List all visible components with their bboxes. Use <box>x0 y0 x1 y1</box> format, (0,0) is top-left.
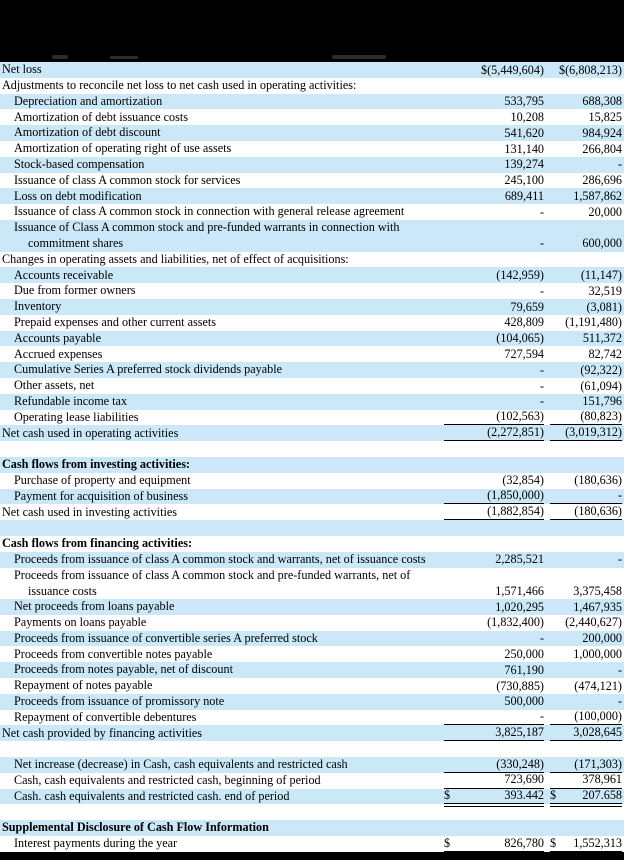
value-col1: (1,850,000) <box>444 488 544 504</box>
row-label-line1: Issuance of Class A common stock and pre-funded warrants in connection with <box>14 220 400 235</box>
table-row <box>0 552 624 568</box>
table-row <box>0 410 624 426</box>
value-col1: 500,000 <box>504 694 544 709</box>
table-row <box>0 773 624 789</box>
value-col1: (142,959) <box>496 267 544 282</box>
table-row <box>0 725 624 741</box>
currency-symbol: $ <box>550 788 557 803</box>
value-col2: - <box>617 662 622 677</box>
table-row <box>0 346 624 362</box>
table-row <box>0 599 624 615</box>
row-label: Net increase (decrease) in Cash, cash equivalents and restricted cash <box>14 757 348 772</box>
table-row <box>0 315 624 331</box>
table-row <box>0 267 624 283</box>
value-col2: 151,796 <box>582 394 622 409</box>
table-row <box>0 425 624 441</box>
value-col1: (32,854) <box>502 473 544 488</box>
row-label: Purchase of property and equipment <box>14 472 191 487</box>
value-col1: 250,000 <box>504 647 544 662</box>
table-row <box>0 299 624 315</box>
value-col2: 32,519 <box>588 283 622 298</box>
row-label: Net proceeds from loans payable <box>14 599 175 614</box>
row-label: Depreciation and amortization <box>14 93 163 108</box>
value-col1: 761,190 <box>504 662 544 677</box>
value-col2: (180,636) <box>550 504 622 520</box>
row-label: Proceeds from notes payable, net of discount <box>14 662 233 677</box>
value-col2: (80,823) <box>550 409 622 425</box>
value-col2: (171,303) <box>550 757 622 773</box>
value-col1: 727,594 <box>504 346 544 361</box>
row-label: Net loss <box>2 62 42 77</box>
row-label: Other assets, net <box>14 378 95 393</box>
value-col2: 3,375,458 <box>573 583 622 598</box>
value-col1: 131,140 <box>504 141 544 156</box>
row-label-line2: issuance costs <box>28 583 97 598</box>
table-row <box>0 78 624 94</box>
table-row <box>0 283 624 299</box>
value-col1: - <box>539 283 544 298</box>
spacer-row <box>0 441 624 457</box>
row-label: Repayment of convertible debentures <box>14 709 197 724</box>
value-col2: 600,000 <box>582 236 622 251</box>
table-row <box>0 473 624 489</box>
row-label: Adjustments to reconcile net loss to net cash used in operating activities: <box>2 78 357 92</box>
table-row <box>0 62 624 78</box>
value-col2: (100,000) <box>550 709 622 725</box>
cash-flow-table <box>0 62 624 852</box>
row-label-line2: commitment shares <box>28 235 124 250</box>
value-col1: 723,690 <box>444 772 544 788</box>
row-label: Due from former owners <box>14 283 136 298</box>
table-row <box>0 757 624 773</box>
currency-symbol: $ <box>550 835 557 850</box>
value-col2: $(6,808,213) <box>559 62 622 77</box>
value-col2: (2,440,627) <box>565 615 622 630</box>
value-col2: 266,804 <box>582 141 622 156</box>
value-col1: 541,620 <box>504 125 544 140</box>
value-col1: 245,100 <box>504 173 544 188</box>
row-label: Cumulative Series A preferred stock dividends payable <box>14 362 283 377</box>
row-label: Repayment of notes payable <box>14 678 153 693</box>
table-row <box>0 220 624 252</box>
row-label <box>0 220 444 251</box>
table-row <box>0 568 624 600</box>
value-col2: (1,191,480) <box>565 315 622 330</box>
table-row <box>0 378 624 394</box>
row-label: Refundable income tax <box>14 393 128 408</box>
value-col2: 511,372 <box>582 331 622 346</box>
table-row <box>0 678 624 694</box>
row-label: Payment for acquisition of business <box>14 488 188 503</box>
value-col1: (102,563) <box>444 409 544 425</box>
value-col1: 533,795 <box>504 94 544 109</box>
row-label: Amortization of debt issuance costs <box>14 109 188 124</box>
value-col1 <box>444 836 544 852</box>
value-col1: 2,285,521 <box>495 552 544 567</box>
value-col1: - <box>444 709 544 725</box>
table-row <box>0 157 624 173</box>
value-col2: 3,028,645 <box>550 725 622 741</box>
row-label: Cash. cash equivalents and restricted cash. end of period <box>14 788 290 803</box>
table-row <box>0 188 624 204</box>
value-col2: (3,081) <box>586 299 622 314</box>
value-col2: (3,019,312) <box>550 425 622 441</box>
value-col2: - <box>617 694 622 709</box>
table-row <box>0 204 624 220</box>
row-label: Accounts receivable <box>14 267 114 282</box>
table-row <box>0 457 624 473</box>
table-row <box>0 504 624 520</box>
table-row <box>0 694 624 710</box>
value-col1: (2,272,851) <box>444 425 544 441</box>
section-header-label: Supplemental Disclosure of Cash Flow Information <box>2 820 269 835</box>
value-col1: (104,065) <box>496 331 544 346</box>
value-col1: 10,208 <box>510 109 544 124</box>
table-row <box>0 646 624 662</box>
table-row <box>0 710 624 726</box>
row-label: Net cash used in investing activities <box>2 504 177 519</box>
value-col2: 15,825 <box>588 109 622 124</box>
currency-symbol: $ <box>444 788 451 803</box>
obscured-text-remnant <box>110 56 138 59</box>
row-label: Proceeds from issuance of promissory note <box>14 694 225 709</box>
row-label: Payments on loans payable <box>14 615 147 630</box>
value-col2 <box>550 788 622 804</box>
row-label: Net cash provided by financing activities <box>2 725 203 740</box>
value-col2: 984,924 <box>582 125 622 140</box>
row-label: Amortization of debt discount <box>14 125 161 140</box>
value-col2: 200,000 <box>582 631 622 646</box>
value-col1: (1,882,854) <box>444 504 544 520</box>
row-label: Changes in operating assets and liabilities, net of effect of acquisitions: <box>2 251 349 266</box>
value-col2: 82,742 <box>588 346 622 361</box>
value-col1: (730,885) <box>496 678 544 693</box>
value-col1: $(5,449,604) <box>481 62 544 77</box>
masked-footer-band <box>0 852 624 860</box>
row-label: Cash, cash equivalents and restricted cash, beginning of period <box>14 773 321 788</box>
value-col2: - <box>617 552 622 567</box>
value-col2: 688,308 <box>582 94 622 109</box>
table-row <box>0 362 624 378</box>
value-col2: 1,467,935 <box>573 599 622 614</box>
row-label: Prepaid expenses and other current assets <box>14 314 217 329</box>
value-col1: - <box>539 631 544 646</box>
table-row <box>0 631 624 647</box>
value-col1: (330,248) <box>444 757 544 773</box>
value-col1: 428,809 <box>504 315 544 330</box>
currency-symbol: $ <box>444 835 451 850</box>
value-col1 <box>444 788 544 804</box>
value-col1: - <box>539 362 544 377</box>
value-col2: (92,322) <box>580 362 622 377</box>
value-col1: 1,020,295 <box>495 599 544 614</box>
value-col1: - <box>539 204 544 219</box>
row-label: Issuance of class A common stock in connection with general release agreement <box>14 204 405 219</box>
table-row <box>0 125 624 141</box>
value-col2: - <box>550 488 622 504</box>
row-label: Interest payments during the year <box>14 836 178 851</box>
obscured-text-remnant <box>332 55 386 59</box>
row-label: Amortization of operating right of use assets <box>14 141 232 156</box>
value-col2: 1,587,862 <box>573 188 622 203</box>
row-label: Proceeds from convertible notes payable <box>14 646 213 661</box>
row-label: Proceeds from issuance of class A common stock and warrants, net of issuance costs <box>14 551 426 566</box>
value-col2: (61,094) <box>580 378 622 393</box>
row-label: Proceeds from issuance of convertible series A preferred stock <box>14 630 318 645</box>
row-label: Accounts payable <box>14 330 101 345</box>
table-row <box>0 836 624 852</box>
table-row <box>0 615 624 631</box>
row-label: Stock-based compensation <box>14 156 145 171</box>
row-label: Net cash used in operating activities <box>2 425 179 440</box>
row-label: Operating lease liabilities <box>14 409 139 424</box>
table-row <box>0 662 624 678</box>
value-col2: 1,000,000 <box>573 647 622 662</box>
table-row <box>0 489 624 505</box>
value-col1: 3,825,187 <box>444 725 544 741</box>
table-row <box>0 536 624 552</box>
table-row <box>0 109 624 125</box>
row-label: Loss on debt modification <box>14 188 142 203</box>
table-row <box>0 820 624 836</box>
table-row <box>0 789 624 805</box>
value-col2: (11,147) <box>580 267 622 282</box>
spacer-row <box>0 741 624 757</box>
value-col2: - <box>617 157 622 172</box>
section-header-label: Cash flows from financing activities: <box>2 536 193 551</box>
table-row <box>0 252 624 268</box>
table-row <box>0 173 624 189</box>
masked-header-band <box>0 0 624 62</box>
section-header-label: Cash flows from investing activities: <box>2 457 190 472</box>
spacer-row <box>0 520 624 536</box>
value-col2 <box>550 836 622 852</box>
amount: 207.658 <box>582 788 622 803</box>
value-col1: 689,411 <box>504 188 544 203</box>
row-label <box>0 568 444 599</box>
value-col1: 1,571,466 <box>495 583 544 598</box>
row-label: Issuance of class A common stock for services <box>14 172 241 187</box>
value-col2: 20,000 <box>588 204 622 219</box>
amount: 826,780 <box>504 835 544 850</box>
row-label: Accrued expenses <box>14 346 103 361</box>
table-row <box>0 94 624 110</box>
value-col2: (474,121) <box>574 678 622 693</box>
value-col2: 286,696 <box>582 173 622 188</box>
obscured-text-remnant <box>52 55 68 59</box>
value-col2: (180,636) <box>574 473 622 488</box>
value-col1: (1,832,400) <box>487 615 544 630</box>
table-row <box>0 394 624 410</box>
table-row <box>0 331 624 347</box>
table-row <box>0 141 624 157</box>
value-col1: 79,659 <box>510 299 544 314</box>
row-label-line1: Proceeds from issuance of class A common stock and pre-funded warrants, net of <box>14 567 411 582</box>
value-col1: 139,274 <box>504 157 544 172</box>
amount: 393.442 <box>504 788 544 803</box>
value-col2: 378,961 <box>550 772 622 788</box>
value-col1: - <box>539 236 544 251</box>
value-col1: - <box>539 378 544 393</box>
row-label: Inventory <box>14 299 62 314</box>
value-col1: - <box>539 394 544 409</box>
amount: 1,552,313 <box>573 835 622 850</box>
